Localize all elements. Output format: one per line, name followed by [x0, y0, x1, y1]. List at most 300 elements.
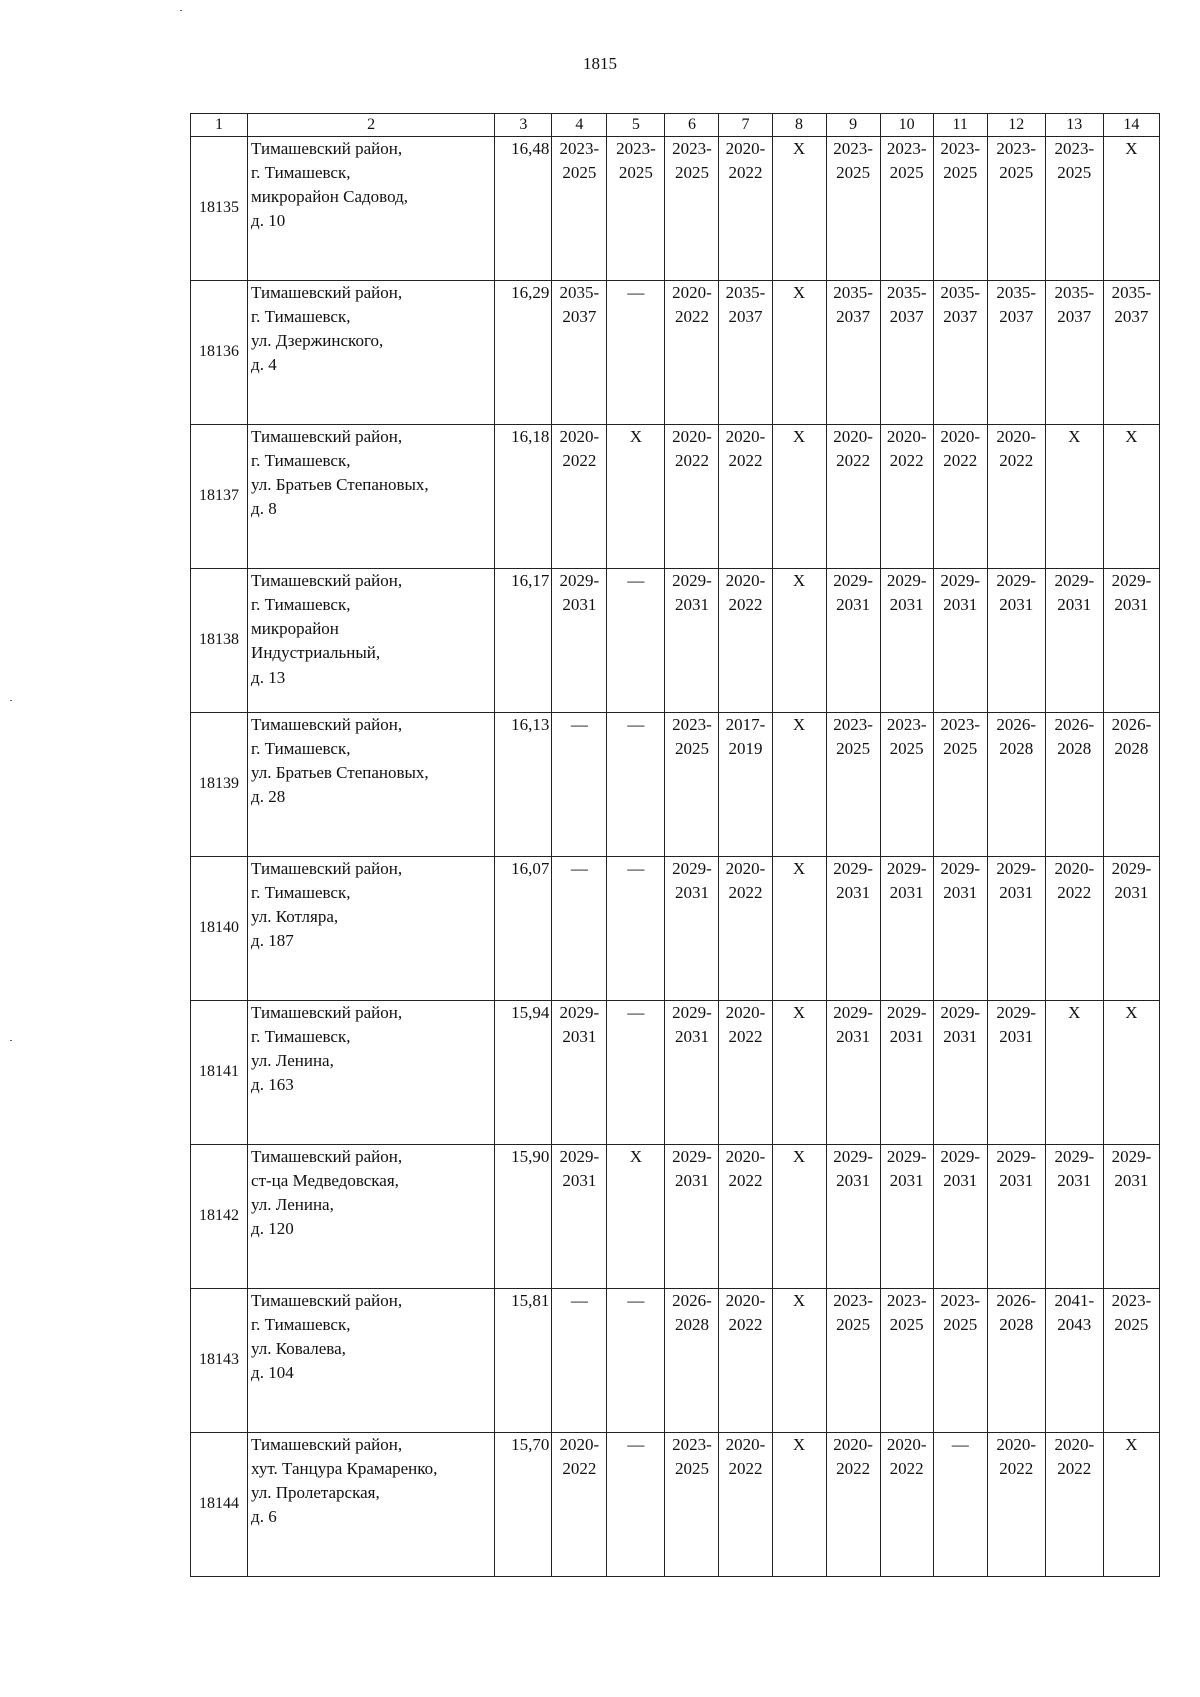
period-text: 2020-	[886, 1435, 927, 1454]
period-text: 2029-	[1111, 859, 1152, 878]
period-text: 2029-	[940, 1147, 981, 1166]
column-header-10: 10	[880, 114, 933, 137]
period-cell-col-7	[719, 137, 772, 281]
period-cell-col-4	[552, 281, 607, 425]
row-number: 18144	[191, 1433, 248, 1577]
period-cell-col-14	[1103, 713, 1159, 857]
address-line: д. 13	[251, 667, 286, 687]
period-text: —	[570, 1291, 588, 1310]
scan-speck	[10, 700, 12, 701]
address-line: микрорайон	[251, 619, 339, 639]
period-cell-col-14	[1103, 1145, 1159, 1289]
address-line: ул. Братьев Степановых,	[251, 475, 429, 495]
period-text: 2023-	[672, 1435, 712, 1454]
period-text: 2022	[728, 1459, 763, 1479]
period-text: 2025	[999, 163, 1034, 183]
period-text: 2037	[562, 307, 597, 327]
period-cell-col-6	[665, 1433, 719, 1577]
address-cell	[248, 857, 495, 1001]
value-cell: 15,81	[495, 1289, 552, 1433]
address-line: д. 10	[251, 211, 286, 231]
period-text: 2022	[728, 451, 763, 471]
period-text: —	[627, 859, 645, 878]
column-header-2: 2	[248, 114, 495, 137]
period-cell-col-11	[933, 1289, 987, 1433]
period-cell-col-5	[607, 1289, 665, 1433]
period-text: 2020-	[886, 427, 927, 446]
period-text: 2020-	[996, 1435, 1037, 1454]
period-cell-col-7	[719, 857, 772, 1001]
period-cell-col-5	[607, 425, 665, 569]
period-text: 2022	[728, 595, 763, 615]
period-text: 2037	[999, 307, 1034, 327]
address-line: ул. Ленина,	[251, 1195, 334, 1215]
row-number: 18138	[191, 569, 248, 713]
period-text: X	[792, 715, 806, 734]
period-text: 2020-	[725, 427, 766, 446]
period-text: X	[792, 1003, 806, 1022]
period-text: X	[1068, 427, 1081, 446]
period-text: X	[1125, 1435, 1138, 1454]
period-text: 2043	[1057, 1315, 1092, 1335]
period-text: X	[1125, 1003, 1138, 1022]
period-cell-col-8	[772, 713, 826, 857]
address-cell	[248, 137, 495, 281]
period-text: 2031	[1114, 1171, 1149, 1191]
period-text: 2020-	[672, 283, 712, 302]
period-cell-col-8	[772, 425, 826, 569]
period-cell-col-7	[719, 713, 772, 857]
address-line: д. 8	[251, 499, 277, 519]
column-header-1: 1	[191, 114, 248, 137]
period-cell-col-13	[1045, 713, 1103, 857]
period-text: 2031	[836, 1171, 871, 1191]
period-text: 2037	[728, 307, 763, 327]
period-text: 2022	[728, 1315, 763, 1335]
period-text: 2026-	[672, 1291, 712, 1310]
period-text: 2029-	[672, 571, 712, 590]
period-text: 2023-	[1054, 139, 1095, 158]
period-text: 2020-	[996, 427, 1037, 446]
period-cell-col-5	[607, 281, 665, 425]
period-text: 2025	[943, 163, 978, 183]
period-cell-col-5	[607, 569, 665, 713]
period-text: —	[951, 1435, 969, 1454]
period-text: 2020-	[940, 427, 981, 446]
address-line: г. Тимашевск,	[251, 883, 351, 903]
period-text: 2020-	[725, 1291, 766, 1310]
period-text: 2029-	[996, 571, 1037, 590]
period-text: 2035-	[886, 283, 927, 302]
period-text: 2037	[836, 307, 871, 327]
period-cell-col-6	[665, 1145, 719, 1289]
table-row	[191, 857, 1160, 1001]
period-cell-col-12	[987, 1145, 1045, 1289]
period-text: 2031	[674, 883, 709, 903]
period-text: 2037	[1114, 307, 1149, 327]
period-text: —	[570, 715, 588, 734]
period-cell-col-14	[1103, 425, 1159, 569]
period-cell-col-10	[880, 137, 933, 281]
row-number: 18140	[191, 857, 248, 1001]
period-text: 2031	[999, 883, 1034, 903]
period-cell-col-9	[826, 713, 880, 857]
period-text: 2022	[728, 1027, 763, 1047]
period-text: X	[792, 859, 806, 878]
period-cell-col-11	[933, 569, 987, 713]
period-cell-col-12	[987, 857, 1045, 1001]
period-text: 2031	[1057, 1171, 1092, 1191]
period-text: X	[792, 1435, 806, 1454]
period-cell-col-5	[607, 1001, 665, 1145]
period-text: 2017-	[725, 715, 766, 734]
period-cell-col-13	[1045, 137, 1103, 281]
period-text: 2020-	[1054, 1435, 1095, 1454]
address-line: г. Тимашевск,	[251, 307, 351, 327]
period-text: —	[627, 1003, 645, 1022]
period-cell-col-7	[719, 281, 772, 425]
period-cell-col-7	[719, 425, 772, 569]
period-text: 2035-	[940, 283, 981, 302]
period-text: 2026-	[1111, 715, 1152, 734]
period-text: 2026-	[1054, 715, 1095, 734]
period-text: 2023-	[833, 715, 873, 734]
address-line: хут. Танцура Крамаренко,	[251, 1459, 438, 1479]
period-text: 2025	[943, 1315, 978, 1335]
period-cell-col-9	[826, 857, 880, 1001]
period-text: 2020-	[672, 427, 712, 446]
period-text: 2031	[562, 595, 597, 615]
period-text: 2029-	[940, 859, 981, 878]
period-text: 2031	[943, 1027, 978, 1047]
period-text: 2022	[728, 883, 763, 903]
period-cell-col-9	[826, 1289, 880, 1433]
period-text: 2035-	[1111, 283, 1152, 302]
column-header-12: 12	[987, 114, 1045, 137]
period-text: X	[1125, 139, 1138, 158]
address-line: ст-ца Медведовская,	[251, 1171, 399, 1191]
period-text: 2028	[1114, 739, 1149, 759]
address-line: Тимашевский район,	[251, 139, 403, 158]
value-cell: 16,18	[495, 425, 552, 569]
period-cell-col-12	[987, 281, 1045, 425]
period-cell-col-10	[880, 281, 933, 425]
period-text: 2022	[943, 451, 978, 471]
period-text: 2025	[674, 739, 709, 759]
period-cell-col-4	[552, 1145, 607, 1289]
period-cell-col-6	[665, 713, 719, 857]
row-number: 18137	[191, 425, 248, 569]
period-cell-col-11	[933, 1001, 987, 1145]
period-cell-col-11	[933, 857, 987, 1001]
period-cell-col-8	[772, 569, 826, 713]
period-text: 2035-	[559, 283, 600, 302]
period-text: 2031	[999, 1027, 1034, 1047]
table-row	[191, 1433, 1160, 1577]
period-text: 2022	[674, 451, 709, 471]
table-row	[191, 1001, 1160, 1145]
period-cell-col-10	[880, 857, 933, 1001]
value-cell: 15,70	[495, 1433, 552, 1577]
period-text: X	[792, 139, 806, 158]
address-cell	[248, 425, 495, 569]
period-text: 2029-	[833, 1003, 873, 1022]
period-text: 2037	[889, 307, 924, 327]
address-line: Тимашевский район,	[251, 1147, 403, 1166]
period-cell-col-6	[665, 1001, 719, 1145]
period-cell-col-11	[933, 137, 987, 281]
period-text: 2028	[674, 1315, 709, 1335]
period-text: 2031	[889, 1171, 924, 1191]
period-text: 2023-	[672, 139, 712, 158]
period-cell-col-5	[607, 1433, 665, 1577]
period-text: 2029-	[672, 859, 712, 878]
period-text: 2023-	[886, 139, 927, 158]
address-line: г. Тимашевск,	[251, 739, 351, 759]
column-header-8: 8	[772, 114, 826, 137]
period-text: 2029-	[559, 1147, 600, 1166]
period-text: 2025	[674, 163, 709, 183]
period-text: 2031	[674, 595, 709, 615]
table-row	[191, 569, 1160, 713]
period-cell-col-4	[552, 713, 607, 857]
period-text: 2031	[836, 1027, 871, 1047]
period-text: 2028	[999, 1315, 1034, 1335]
page-number: 1815	[583, 54, 617, 73]
address-cell	[248, 281, 495, 425]
address-cell	[248, 713, 495, 857]
period-text: 2020-	[833, 427, 873, 446]
period-cell-col-13	[1045, 1001, 1103, 1145]
address-line: ул. Пролетарская,	[251, 1483, 380, 1503]
address-line: Тимашевский район,	[251, 571, 403, 590]
period-cell-col-14	[1103, 569, 1159, 713]
period-text: X	[792, 427, 806, 446]
period-text: 2020-	[1054, 859, 1095, 878]
period-text: 2029-	[833, 1147, 873, 1166]
period-text: 2035-	[833, 283, 873, 302]
period-cell-col-7	[719, 569, 772, 713]
period-cell-col-6	[665, 857, 719, 1001]
period-text: 2022	[1057, 1459, 1092, 1479]
period-text: 2025	[618, 163, 653, 183]
period-text: 2029-	[996, 1003, 1037, 1022]
period-text: 2029-	[1111, 571, 1152, 590]
period-text: 2026-	[996, 1291, 1037, 1310]
period-cell-col-13	[1045, 857, 1103, 1001]
period-text: 2035-	[1054, 283, 1095, 302]
period-cell-col-14	[1103, 281, 1159, 425]
period-text: 2020-	[559, 1435, 600, 1454]
period-text: 2041-	[1054, 1291, 1095, 1310]
period-text: 2031	[943, 1171, 978, 1191]
period-text: 2022	[728, 163, 763, 183]
period-text: 2025	[1114, 1315, 1149, 1335]
period-text: 2023-	[886, 1291, 927, 1310]
period-cell-col-7	[719, 1433, 772, 1577]
period-cell-col-4	[552, 1433, 607, 1577]
period-text: 2022	[836, 451, 871, 471]
value-cell: 15,90	[495, 1145, 552, 1289]
address-cell	[248, 1289, 495, 1433]
period-cell-col-12	[987, 425, 1045, 569]
period-text: X	[629, 427, 643, 446]
period-text: 2023-	[940, 1291, 981, 1310]
period-text: 2023-	[672, 715, 712, 734]
value-cell: 16,48	[495, 137, 552, 281]
period-text: 2022	[889, 451, 924, 471]
address-line: г. Тимашевск,	[251, 1027, 351, 1047]
period-text: 2037	[943, 307, 978, 327]
period-cell-col-10	[880, 569, 933, 713]
period-text: 2025	[1057, 163, 1092, 183]
address-line: д. 163	[251, 1075, 294, 1095]
address-line: ул. Котляра,	[251, 907, 339, 927]
period-cell-col-7	[719, 1145, 772, 1289]
period-text: 2026-	[996, 715, 1037, 734]
table-row	[191, 1145, 1160, 1289]
period-text: 2022	[562, 1459, 597, 1479]
period-text: 2031	[674, 1171, 709, 1191]
period-cell-col-4	[552, 425, 607, 569]
value-cell: 15,94	[495, 1001, 552, 1145]
period-cell-col-4	[552, 1001, 607, 1145]
period-cell-col-9	[826, 425, 880, 569]
address-line: д. 120	[251, 1219, 294, 1239]
period-cell-col-13	[1045, 1433, 1103, 1577]
period-cell-col-11	[933, 1145, 987, 1289]
period-cell-col-10	[880, 425, 933, 569]
period-text: —	[627, 1435, 645, 1454]
period-cell-col-8	[772, 1433, 826, 1577]
period-text: 2020-	[725, 1003, 766, 1022]
period-text: 2029-	[996, 859, 1037, 878]
period-cell-col-5	[607, 1145, 665, 1289]
period-cell-col-6	[665, 425, 719, 569]
row-number: 18141	[191, 1001, 248, 1145]
period-cell-col-9	[826, 1145, 880, 1289]
period-cell-col-8	[772, 137, 826, 281]
period-text: —	[627, 715, 645, 734]
address-line: д. 28	[251, 787, 286, 807]
period-cell-col-8	[772, 281, 826, 425]
period-text: 2022	[562, 451, 597, 471]
address-line: Тимашевский район,	[251, 427, 403, 446]
period-cell-col-13	[1045, 425, 1103, 569]
period-cell-col-11	[933, 713, 987, 857]
address-cell	[248, 1001, 495, 1145]
period-cell-col-4	[552, 569, 607, 713]
column-header-14: 14	[1103, 114, 1159, 137]
period-text: 2029-	[886, 1003, 927, 1022]
period-cell-col-12	[987, 713, 1045, 857]
table-body	[191, 137, 1160, 1577]
address-line: г. Тимашевск,	[251, 595, 351, 615]
period-cell-col-5	[607, 137, 665, 281]
period-text: 2031	[943, 595, 978, 615]
period-text: 2023-	[833, 1291, 873, 1310]
period-cell-col-8	[772, 1145, 826, 1289]
period-text: 2029-	[672, 1147, 712, 1166]
table-row	[191, 281, 1160, 425]
period-text: 2023-	[886, 715, 927, 734]
period-text: 2023-	[996, 139, 1037, 158]
column-header-5: 5	[607, 114, 665, 137]
period-cell-col-6	[665, 137, 719, 281]
period-text: 2031	[943, 883, 978, 903]
period-cell-col-7	[719, 1001, 772, 1145]
period-text: 2029-	[672, 1003, 712, 1022]
period-text: X	[792, 1291, 806, 1310]
address-line: ул. Дзержинского,	[251, 331, 384, 351]
period-text: 2025	[889, 163, 924, 183]
period-cell-col-5	[607, 713, 665, 857]
period-text: 2025	[836, 1315, 871, 1335]
address-line: Тимашевский район,	[251, 859, 403, 878]
period-cell-col-9	[826, 137, 880, 281]
period-text: 2035-	[996, 283, 1037, 302]
column-header-9: 9	[826, 114, 880, 137]
period-text: X	[629, 1147, 643, 1166]
period-text: 2029-	[996, 1147, 1037, 1166]
period-text: 2025	[889, 1315, 924, 1335]
period-text: 2031	[562, 1027, 597, 1047]
period-cell-col-12	[987, 137, 1045, 281]
column-header-6: 6	[665, 114, 719, 137]
period-cell-col-10	[880, 1433, 933, 1577]
period-cell-col-10	[880, 1289, 933, 1433]
column-header-7: 7	[719, 114, 772, 137]
period-text: 2029-	[886, 571, 927, 590]
address-line: Тимашевский район,	[251, 1435, 403, 1454]
period-text: 2023-	[1111, 1291, 1152, 1310]
period-text: 2022	[889, 1459, 924, 1479]
address-line: микрорайон Садовод,	[251, 187, 409, 207]
address-line: ул. Братьев Степановых,	[251, 763, 429, 783]
period-cell-col-11	[933, 425, 987, 569]
period-cell-col-6	[665, 281, 719, 425]
period-text: 2020-	[725, 139, 766, 158]
period-text: 2031	[999, 1171, 1034, 1191]
address-line: Тимашевский район,	[251, 283, 403, 302]
period-text: 2029-	[1111, 1147, 1152, 1166]
address-cell	[248, 1433, 495, 1577]
period-text: 2029-	[940, 1003, 981, 1022]
period-text: 2020-	[725, 1147, 766, 1166]
period-cell-col-14	[1103, 137, 1159, 281]
period-text: 2019	[728, 739, 763, 759]
period-text: 2025	[836, 739, 871, 759]
period-cell-col-4	[552, 137, 607, 281]
period-cell-col-12	[987, 569, 1045, 713]
address-line: Индустриальный,	[251, 643, 381, 663]
period-text: 2023-	[559, 139, 600, 158]
address-line: Тимашевский район,	[251, 1291, 403, 1310]
period-text: 2031	[562, 1171, 597, 1191]
period-text: 2037	[1057, 307, 1092, 327]
address-cell	[248, 1145, 495, 1289]
period-cell-col-10	[880, 713, 933, 857]
period-cell-col-13	[1045, 1289, 1103, 1433]
period-cell-col-12	[987, 1433, 1045, 1577]
value-cell: 16,07	[495, 857, 552, 1001]
period-text: 2022	[728, 1171, 763, 1191]
period-text: 2020-	[725, 1435, 766, 1454]
period-text: 2031	[1057, 595, 1092, 615]
period-cell-col-5	[607, 857, 665, 1001]
period-text: X	[1068, 1003, 1081, 1022]
period-text: 2031	[889, 883, 924, 903]
